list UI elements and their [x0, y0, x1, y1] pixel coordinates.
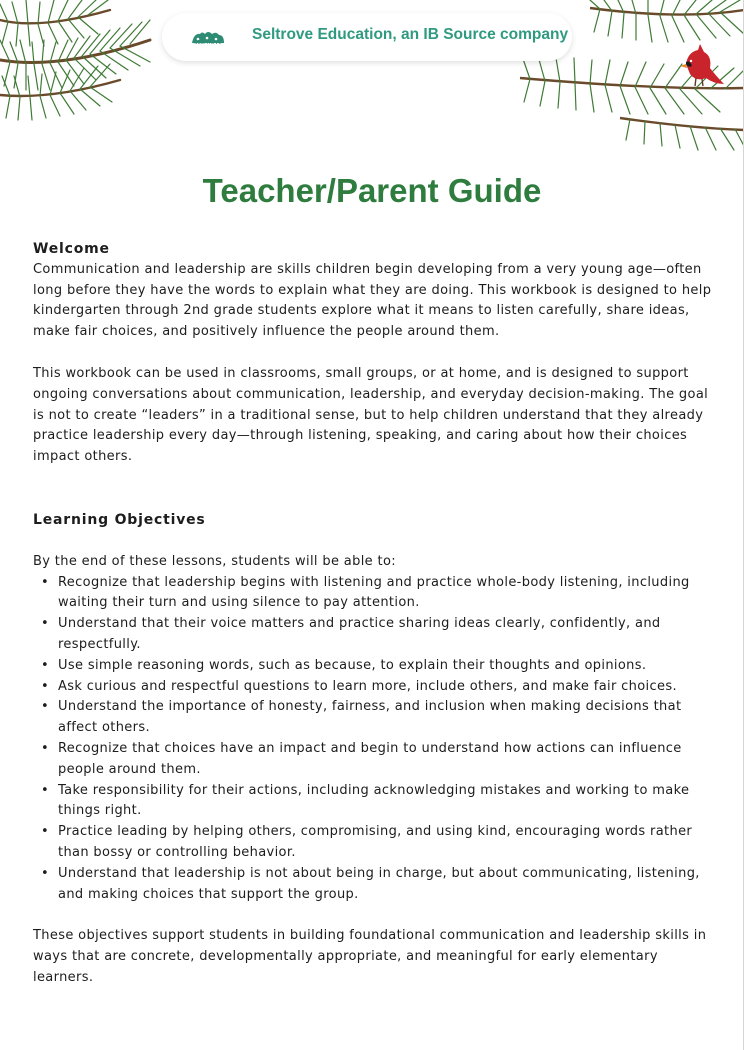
list-item: • Take responsibility for their actions, including acknowledging mistakes and working to make things right. — [58, 781, 713, 823]
objectives-heading: Learning Objectives — [33, 511, 206, 528]
objectives-intro: By the end of these lessons, students will be able to: — [33, 553, 396, 569]
list-item: • Ask curious and respectful questions to learn more, include others, and make fair choices. — [58, 677, 713, 698]
seltrove-logo — [190, 24, 226, 50]
welcome-heading: Welcome — [33, 241, 110, 257]
cardinal-icon — [676, 44, 726, 92]
logo-wordmark: SELTROVE — [194, 40, 222, 46]
list-item: • Practice leading by helping others, compromising, and using kind, encouraging words rather than bossy or controlling behavior. — [58, 822, 713, 864]
list-item: • Understand the importance of honesty, fairness, and inclusion when making decisions that affect others. — [58, 697, 713, 739]
objectives-list — [33, 573, 713, 906]
list-item: • Use simple reasoning words, such as because, to explain their thoughts and opinions. — [58, 656, 713, 677]
list-item: • Recognize that leadership begins with listening and practice whole-body listening, including waiting their turn and using silence to pay attention. — [58, 573, 713, 615]
objectives-closing: These objectives support students in building foundational communication and leadership skills in ways that are concrete, developmentally appropriate, and meaningful for early elementary learners. — [33, 928, 707, 985]
list-item: • Understand that leadership is not about being in charge, but about communicating, listening, and making choices that support the group. — [58, 864, 713, 906]
brand-header — [162, 13, 572, 61]
brand-name: Seltrove Education, an IB Source company — [252, 26, 569, 43]
list-item: • Understand that their voice matters and practice sharing ideas clearly, confidently, and respectfully. — [58, 614, 713, 656]
welcome-paragraph-1: Communication and leadership are skills children begin developing from a very young age—often long before they have the words to explain what they are doing. This workbook is designed to help kindergarten through 2nd grade students explore what it means to listen carefully, share ideas, make fair choices, and positively influence the people around them. — [33, 261, 712, 340]
welcome-paragraph-2: This workbook can be used in classrooms, small groups, or at home, and is designed to support ongoing conversations about communication, leadership, and everyday decision-making. The goal is not to create “leaders” in a traditional sense, but to help children understand that they already practice leadership every day—through listening, speaking, and caring about how their choices impact others. — [33, 365, 709, 465]
guide-content — [33, 239, 713, 989]
list-item: • Recognize that choices have an impact and begin to understand how actions can influence people around them. — [58, 739, 713, 781]
page-title: Teacher/Parent Guide — [202, 172, 542, 209]
